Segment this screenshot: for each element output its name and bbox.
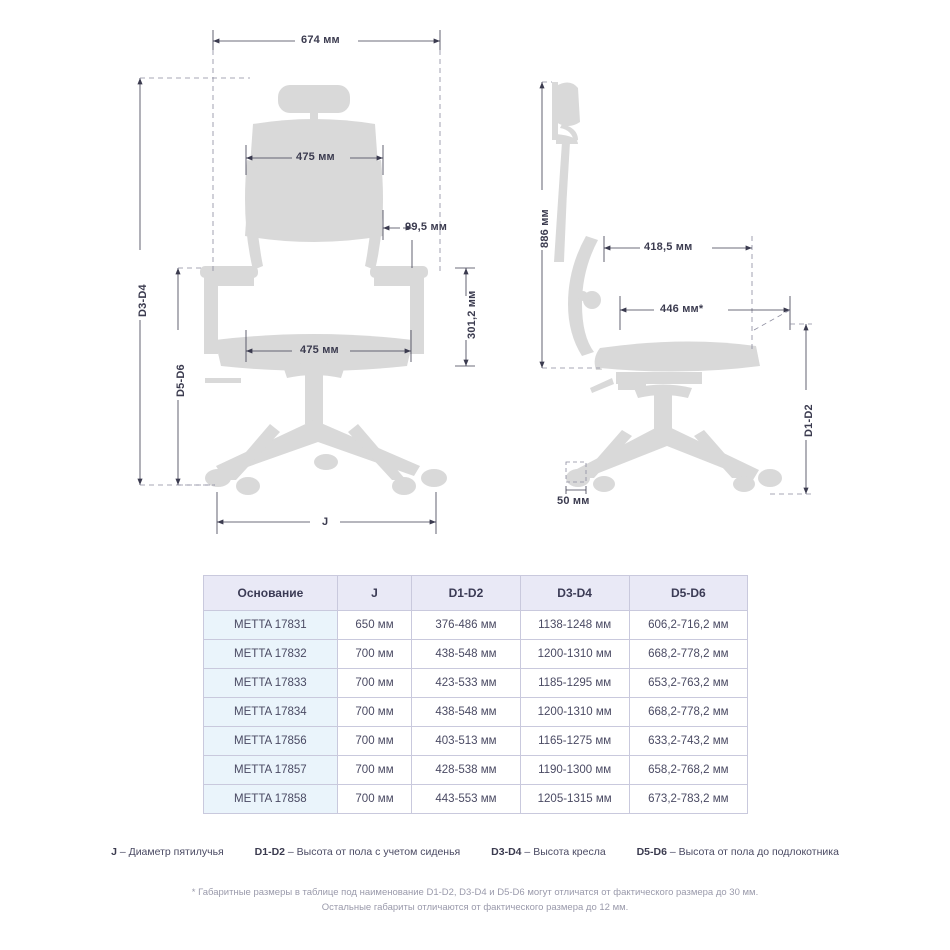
dim-armrest-offset: 99,5 мм <box>405 221 448 233</box>
legend-item-d5d6 <box>637 846 839 858</box>
cell-d5d6: 673,2-783,2 мм <box>629 785 747 814</box>
dim-caster-size: 50 мм <box>557 495 590 507</box>
dim-height-d3d4: D3-D4 <box>137 284 149 317</box>
cell-base: METTA 17831 <box>204 611 338 640</box>
front-view-chair <box>200 85 447 495</box>
legend-key-d3d4: D3-D4 <box>491 846 522 858</box>
legend-text-d5d6: – Высота от пола до подлокотника <box>666 846 839 858</box>
legend-text-j: – Диаметр пятилучья <box>116 846 224 858</box>
cell-d3d4: 1165-1275 мм <box>520 727 629 756</box>
cell-d3d4: 1190-1300 мм <box>520 756 629 785</box>
legend-key-j: J <box>111 846 117 858</box>
legend-key-d1d2: D1-D2 <box>254 846 285 858</box>
legend-item-d3d4 <box>491 846 605 858</box>
table-row <box>204 727 748 756</box>
cell-j: 700 мм <box>337 756 412 785</box>
table-row <box>204 669 748 698</box>
cell-j: 650 мм <box>337 611 412 640</box>
cell-d5d6: 633,2-743,2 мм <box>629 727 747 756</box>
legend-text-d1d2: – Высота от пола с учетом сиденья <box>285 846 461 858</box>
table-row <box>204 756 748 785</box>
table-row <box>204 698 748 727</box>
cell-d3d4: 1185-1295 мм <box>520 669 629 698</box>
cell-base: METTA 17857 <box>204 756 338 785</box>
cell-j: 700 мм <box>337 640 412 669</box>
specs-table-container <box>203 575 748 814</box>
col-header-d5d6: D5-D6 <box>629 576 747 611</box>
dim-width-total: 674 мм <box>301 34 340 46</box>
cell-j: 700 мм <box>337 698 412 727</box>
table-row <box>204 785 748 814</box>
table-row <box>204 611 748 640</box>
legend <box>0 846 950 858</box>
cell-base: METTA 17833 <box>204 669 338 698</box>
legend-text-d3d4: – Высота кресла <box>521 846 606 858</box>
cell-d1d2: 423-533 мм <box>412 669 520 698</box>
legend-key-d5d6: D5-D6 <box>636 846 667 858</box>
cell-d3d4: 1138-1248 мм <box>520 611 629 640</box>
legend-item-j <box>111 846 224 858</box>
table-row <box>204 640 748 669</box>
cell-d5d6: 606,2-716,2 мм <box>629 611 747 640</box>
dim-overall-depth: 446 мм* <box>660 303 704 315</box>
footnote-line-2: Остальные габариты отличаются от фактического размера до 12 мм. <box>321 902 629 913</box>
specs-table <box>203 575 748 814</box>
cell-j: 700 мм <box>337 669 412 698</box>
col-header-base: Основание <box>204 576 338 611</box>
cell-d5d6: 658,2-768,2 мм <box>629 756 747 785</box>
dim-backrest-width: 475 мм <box>296 151 335 163</box>
cell-d5d6: 653,2-763,2 мм <box>629 669 747 698</box>
cell-j: 700 мм <box>337 785 412 814</box>
col-header-d3d4: D3-D4 <box>520 576 629 611</box>
cell-base: METTA 17832 <box>204 640 338 669</box>
cell-d3d4: 1200-1310 мм <box>520 698 629 727</box>
cell-d1d2: 443-553 мм <box>412 785 520 814</box>
col-header-d1d2: D1-D2 <box>412 576 520 611</box>
dim-base-diameter: J <box>322 516 329 528</box>
cell-base: METTA 17834 <box>204 698 338 727</box>
cell-d3d4: 1200-1310 мм <box>520 640 629 669</box>
cell-d5d6: 668,2-778,2 мм <box>629 698 747 727</box>
cell-d1d2: 376-486 мм <box>412 611 520 640</box>
side-view-chair <box>552 82 782 492</box>
col-header-j: J <box>337 576 412 611</box>
cell-d5d6: 668,2-778,2 мм <box>629 640 747 669</box>
footnote-line-1: * Габаритные размеры в таблице под наименование D1-D2, D3-D4 и D5-D6 могут отличатся от фактического размера до 30 мм. <box>191 887 759 898</box>
cell-base: METTA 17856 <box>204 727 338 756</box>
cell-j: 700 мм <box>337 727 412 756</box>
dim-armrest-height: 301,2 мм <box>466 290 478 339</box>
dim-seat-depth: 418,5 мм <box>644 241 693 253</box>
cell-d1d2: 438-548 мм <box>412 698 520 727</box>
cell-base: METTA 17858 <box>204 785 338 814</box>
cell-d3d4: 1205-1315 мм <box>520 785 629 814</box>
cell-d1d2: 428-538 мм <box>412 756 520 785</box>
table-header-row <box>204 576 748 611</box>
dim-total-height: 886 мм <box>539 209 551 248</box>
cell-d1d2: 438-548 мм <box>412 640 520 669</box>
cell-d1d2: 403-513 мм <box>412 727 520 756</box>
dim-seat-width: 475 мм <box>300 344 339 356</box>
footnote <box>0 885 950 915</box>
legend-item-d1d2 <box>255 846 461 858</box>
dim-seat-height: D1-D2 <box>803 404 815 437</box>
dim-height-d5d6: D5-D6 <box>175 364 187 397</box>
